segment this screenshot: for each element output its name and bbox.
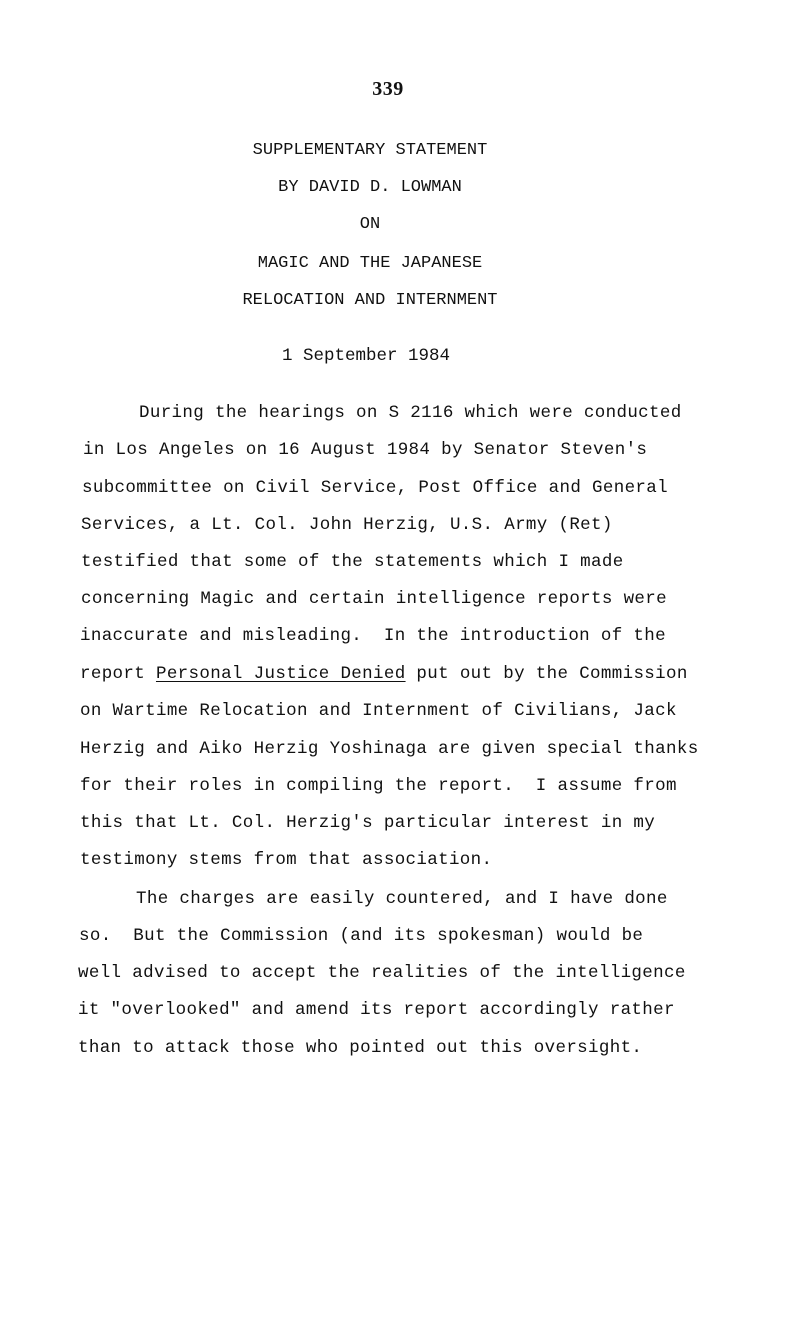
page-number: 339 bbox=[372, 78, 404, 100]
paragraph-line: so. But the Commission (and its spokesman) would be bbox=[79, 926, 644, 946]
paragraph-line: in Los Angeles on 16 August 1984 by Senator Steven's bbox=[83, 440, 648, 460]
paragraph-line: inaccurate and misleading. In the introduction of the bbox=[80, 626, 666, 646]
paragraph-line: it "overlooked" and amend its report accordingly rather bbox=[78, 1000, 675, 1020]
paragraph-line: this that Lt. Col. Herzig's particular interest in my bbox=[80, 813, 656, 833]
paragraph-line: testimony stems from that association. bbox=[80, 850, 493, 870]
report-title: Personal Justice Denied bbox=[155, 664, 406, 684]
statement-date: 1 September 1984 bbox=[281, 346, 451, 366]
heading-line-5: RELOCATION AND INTERNMENT bbox=[242, 291, 498, 310]
paragraph-line: than to attack those who pointed out this oversight. bbox=[78, 1038, 643, 1058]
heading-line-3: ON bbox=[359, 215, 381, 234]
paragraph-line: on Wartime Relocation and Internment of Civilians, Jack bbox=[80, 701, 677, 721]
paragraph-line: testified that some of the statements which I made bbox=[81, 552, 624, 572]
heading-line-1: SUPPLEMENTARY STATEMENT bbox=[252, 141, 488, 160]
paragraph-line-report bbox=[80, 664, 688, 684]
paragraph-line: concerning Magic and certain intelligence reports were bbox=[81, 589, 667, 609]
report-prefix: report bbox=[80, 664, 156, 684]
paragraph-line: subcommittee on Civil Service, Post Office and General bbox=[82, 478, 668, 498]
paragraph-line: for their roles in compiling the report. I assume from bbox=[80, 776, 677, 796]
paragraph-line: Services, a Lt. Col. John Herzig, U.S. Army (Ret) bbox=[81, 515, 613, 535]
heading-line-4: MAGIC AND THE JAPANESE bbox=[257, 254, 483, 273]
paragraph-line: well advised to accept the realities of the intelligence bbox=[78, 963, 686, 983]
paragraph-line: Herzig and Aiko Herzig Yoshinaga are given special thanks bbox=[80, 739, 699, 759]
report-suffix: put out by the Commission bbox=[405, 664, 688, 684]
paragraph-line: The charges are easily countered, and I have done bbox=[136, 889, 668, 909]
heading-line-2: BY DAVID D. LOWMAN bbox=[278, 178, 462, 197]
paragraph-line: During the hearings on S 2116 which were conducted bbox=[139, 403, 682, 423]
